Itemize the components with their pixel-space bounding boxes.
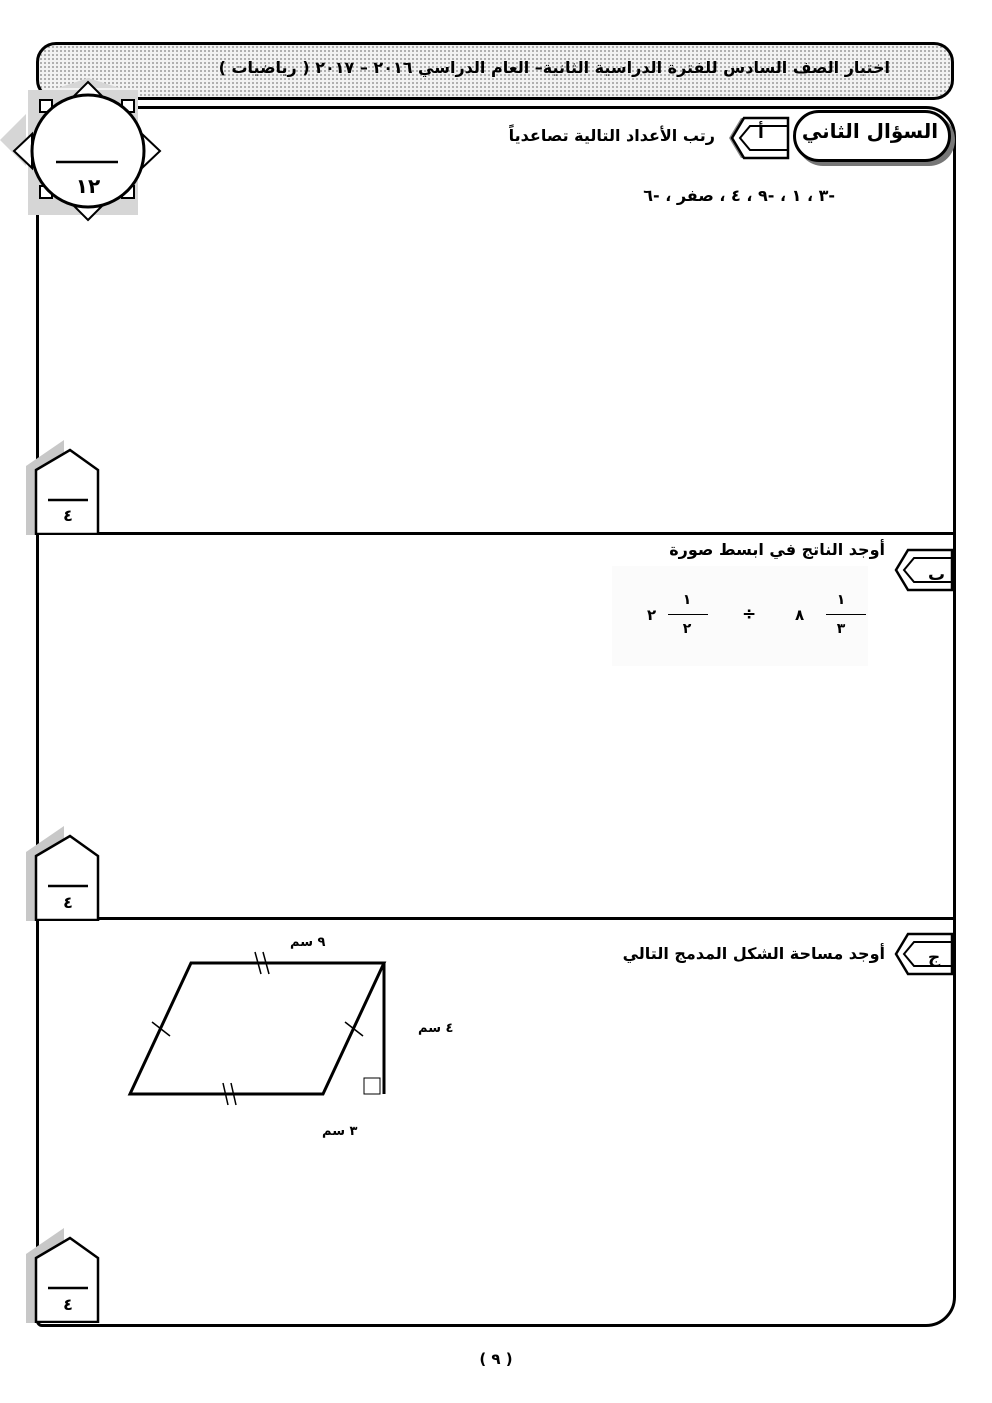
right-numerator: ١	[682, 592, 692, 608]
part-a-mark: ٤	[63, 506, 73, 525]
part-c-instruction: أوجد مساحة الشكل المدمج التالي	[622, 944, 885, 963]
question-frame	[36, 106, 956, 1327]
part-a-instruction: رتب الأعداد التالية تصاعدياً	[508, 126, 715, 145]
total-score-badge	[0, 78, 170, 228]
left-whole: ٨	[795, 606, 805, 624]
question-label: السؤال الثاني	[801, 119, 939, 143]
section-divider-bc	[38, 917, 954, 920]
section-divider-ab	[38, 532, 954, 535]
composite-shape-diagram	[120, 950, 400, 1110]
division-sign: ÷	[742, 604, 757, 624]
left-fraction-bar	[826, 614, 866, 615]
total-score-denominator: ١٢	[75, 174, 101, 198]
page-number: ( ٩ )	[479, 1350, 513, 1368]
part-c-letter: ج	[928, 948, 941, 968]
left-denominator: ٣	[836, 621, 846, 637]
exam-title: اختبار الصف السادس للفترة الدراسية الثانية– العام الدراسي ٢٠١٦ – ٢٠١٧ ( رياضيات )	[218, 58, 890, 77]
label-top-length: ٩ سم	[290, 935, 326, 950]
part-c-tab	[892, 930, 954, 978]
right-fraction-bar	[668, 614, 708, 615]
label-height: ٤ سم	[418, 1021, 454, 1036]
part-b-letter: ب	[928, 565, 946, 585]
left-numerator: ١	[836, 592, 846, 608]
part-c-mark: ٤	[63, 1295, 73, 1314]
right-denominator: ٢	[682, 621, 692, 637]
label-bottom-length: ٣ سم	[322, 1124, 358, 1139]
part-b-mark: ٤	[63, 893, 73, 912]
right-whole: ٢	[647, 606, 657, 624]
part-a-letter: أ	[758, 123, 764, 143]
part-a-numbers: -٣ ، ١ ، -٩ ، ٤ ، صفر ، -٦	[643, 186, 835, 205]
part-b-instruction: أوجد الناتج في ابسط صورة	[669, 540, 885, 559]
